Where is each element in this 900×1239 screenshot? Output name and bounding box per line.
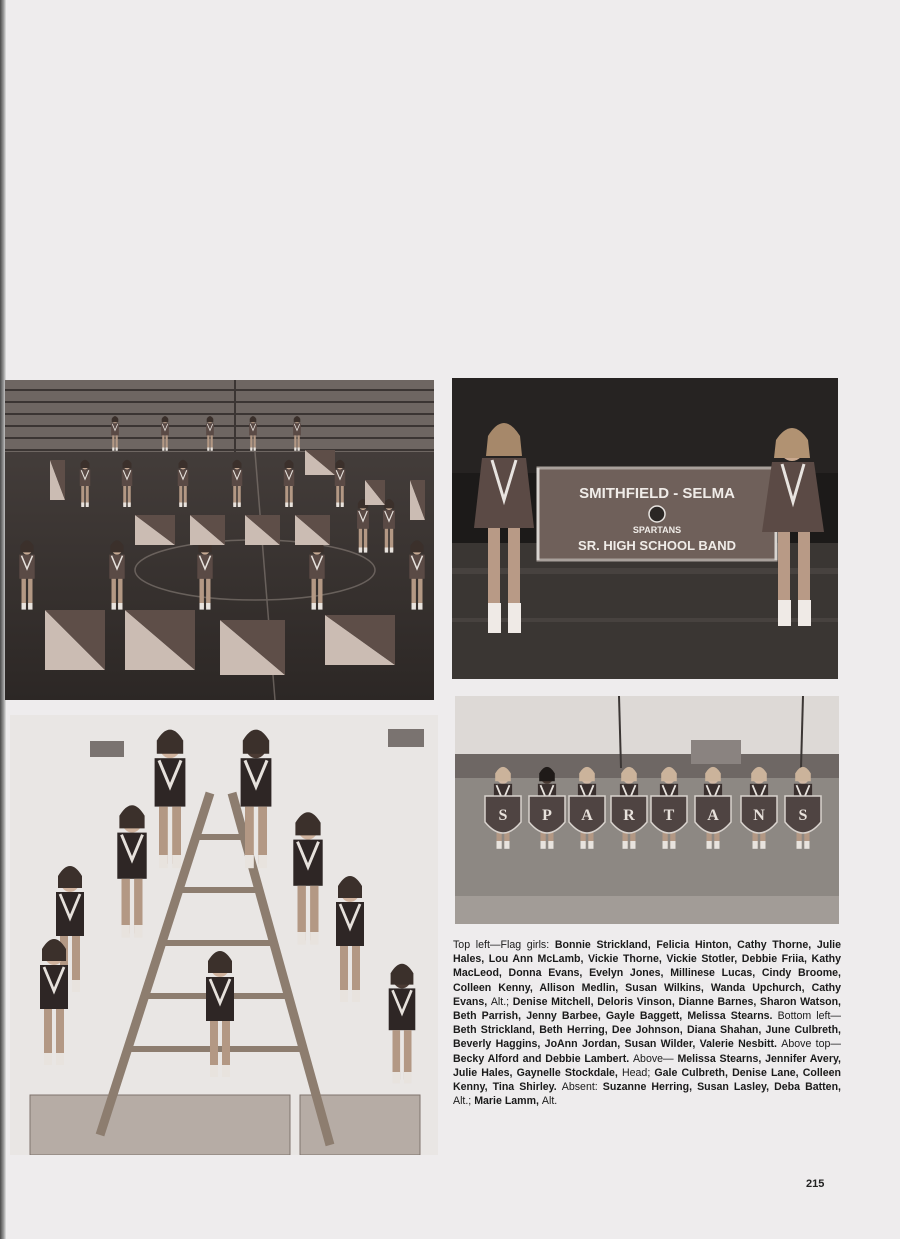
- caption-names: Gale Culbreth, Denise Lane, Colleen Kenny, Tina Shirley.: [453, 1066, 842, 1094]
- shield-letter-N: [741, 796, 777, 833]
- caption-names: Marie Lamm,: [474, 1095, 542, 1108]
- caption-names: Suzanne Herring, Susan Lasley, Deba Batten,: [602, 1081, 841, 1094]
- caption-label: Above top—: [781, 1038, 841, 1051]
- caption-names: Becky Alford and Debbie Lambert.: [453, 1052, 633, 1065]
- caption-label: Above—: [632, 1052, 678, 1065]
- banner-line-1: SMITHFIELD - SELMA: [579, 485, 735, 502]
- caption-suffix: Alt.: [541, 1095, 558, 1108]
- shield-letter-T: [651, 796, 687, 833]
- caption-suffix: Alt.;: [453, 1095, 475, 1108]
- shield-letter-A: [569, 796, 605, 833]
- shield-letter-S: [785, 796, 821, 833]
- spartans-shields-photo: [455, 696, 839, 924]
- caption-label: Top left—Flag girls:: [453, 939, 555, 951]
- banner-line-2: SPARTANS: [632, 525, 682, 535]
- shield-letter-R: [611, 796, 647, 833]
- caption-names: Melissa Stearns, Jennifer Avery, Julie Hales, Gaynelle Stockdale,: [453, 1052, 841, 1079]
- svg-text:N: N: [753, 807, 765, 824]
- svg-text:T: T: [663, 807, 675, 824]
- majorettes-ladder-photo: [10, 715, 438, 1155]
- caption-suffix: Head;: [622, 1066, 655, 1079]
- shield-letter-S: [485, 796, 521, 833]
- svg-text:S: S: [798, 807, 808, 824]
- shield-letter-P: [529, 796, 565, 833]
- caption-label: Bottom left—: [777, 1010, 841, 1023]
- svg-text:S: S: [498, 807, 508, 824]
- caption-names: Beth Strickland, Beth Herring, Dee Johnson, Diana Shahan, June Culbreth, Beverly Haggins, JoAnn Jordan, Susan Wilder, Valerie Nesbitt.: [453, 1024, 841, 1051]
- photo-caption: [453, 938, 841, 1108]
- shield-letter-A: [695, 796, 731, 833]
- svg-text:A: A: [707, 807, 719, 824]
- banner-line-3: SR. HIGH SCHOOL BAND: [578, 538, 736, 553]
- page-number: 215: [806, 1178, 825, 1190]
- caption-label: Absent:: [561, 1081, 603, 1094]
- caption-names: Denise Mitchell, Deloris Vinson, Dianne Barnes, Sharon Watson, Beth Parrish, Jenny Barbee, Gayle Baggett, Melissa Stearns.: [453, 995, 841, 1023]
- svg-text:A: A: [581, 807, 593, 824]
- banner-carriers-photo: [452, 378, 838, 679]
- caption-names: Bonnie Strickland, Felicia Hinton, Cathy Thorne, Julie Hales, Lou Ann McLamb, Vickie Thorne, Vickie Stotler, Debbie Friia, Kathy MacLeod, Donna Evans, Evelyn Jones, Millinese Lucas, Cindy Broome, Colleen Kenny, Allison Medlin, Susan Wilkins, Wanda Upchurch, Cathy Evans,: [453, 939, 841, 1008]
- svg-text:R: R: [623, 807, 635, 824]
- caption-suffix: Alt.;: [490, 995, 513, 1008]
- flag-girls-photo: [5, 380, 434, 700]
- svg-text:P: P: [542, 807, 552, 824]
